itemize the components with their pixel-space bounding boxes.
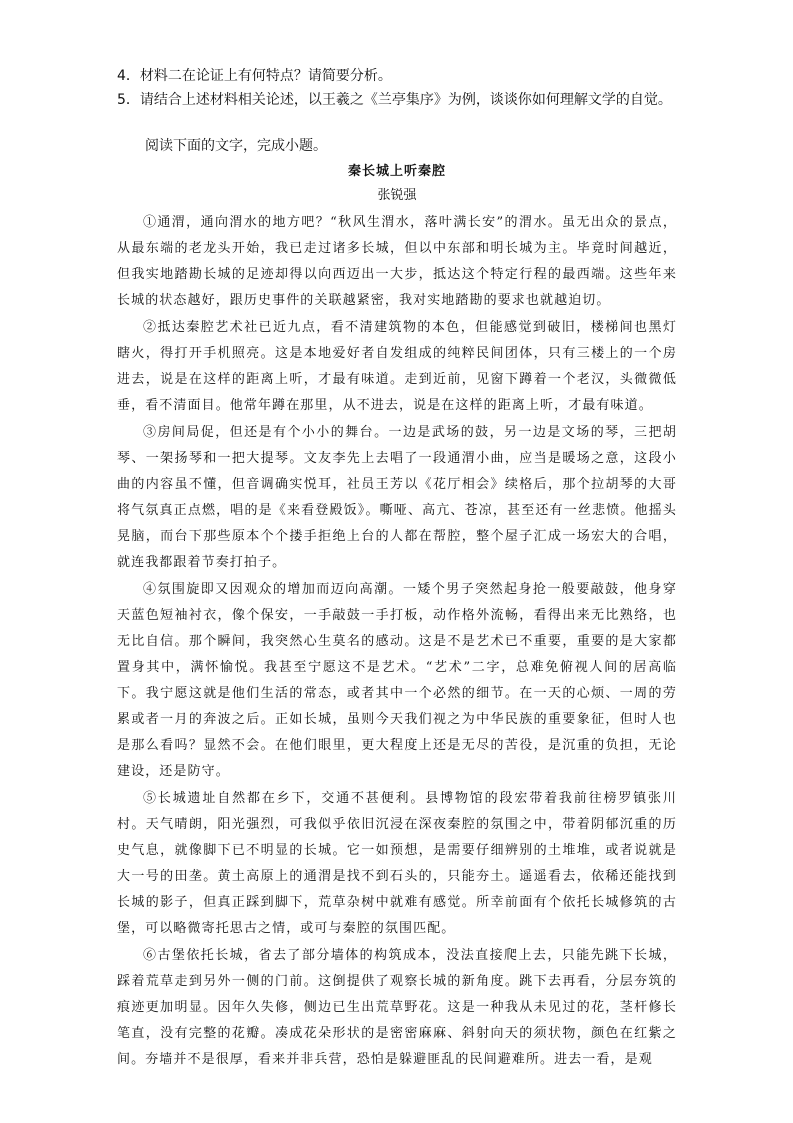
article-paragraph-5: ⑤长城遗址自然都在乡下，交通不甚便利。县博物馆的段宏带着我前往榜罗镇张川村。天气晴朗，阳光强烈，可我似乎依旧沉浸在深夜秦腔的氛围之中，带着阴郁沉重的历史气息，就像脚下已不明显的长城。它一如预想，是需要仔细辨别的土堆堆，或者说就是大一号的田垄。黄土高原上的通渭是找不到石头的，只能夯土。遥遥看去，依稀还能找到长城的影子，但真正踩到脚下，荒草杂树中就难有感觉。所幸前面有个依托长城修筑的古堡，可以略微寄托思古之情，或可与秦腔的氛围匹配。: [117, 791, 677, 936]
question-5: 5．请结合上述材料相关论述，以王羲之《兰亭集序》为例，谈谈你如何理解文学的自觉。: [117, 92, 672, 108]
reading-instruction: 阅读下面的文字，完成小题。: [145, 138, 327, 154]
article-paragraph-1: ①通渭，通向渭水的地方吧？“秋风生渭水，落叶满长安”的渭水。虽无出众的景点，从最东端的老龙头开始，我已走过诸多长城，但以中东部和明长城为主。毕竟时间越近，但我实地踏勘长城的足迹却得以向西迈出一大步，抵达这个特定行程的最西端。这些年来长城的状态越好，跟历史事件的关联越紧密，我对实地踏勘的要求也就越迫切。: [117, 215, 677, 308]
article-paragraph-4: ④氛围旋即又因观众的增加而迈向高潮。一矮个男子突然起身抢一般要敲鼓，他身穿天蓝色短袖衬衣，像个保安，一手敲鼓一手打板，动作格外流畅，看得出来无比熟络，也无比自信。那个瞬间，我突然心生莫名的感动。这是不是艺术已不重要，重要的是大家都置身其中，满怀愉悦。我甚至宁愿这不是艺术。“艺术”二字，总难免俯视人间的居高临下。我宁愿这就是他们生活的常态，或者其中一个必然的细节。在一天的心烦、一周的劳累或者一月的奔波之后。正如长城，虽则今天我们视之为中华民族的重要象征，但时人也是那么看吗？显然不会。在他们眼里，更大程度上还是无尽的苦役，是沉重的负担，无论建设，还是防守。: [117, 582, 677, 779]
article-paragraph-6: ⑥古堡依托长城，省去了部分墙体的构筑成本，没法直接爬上去，只能先跳下长城，踩着荒草走到另外一侧的门前。这倒提供了观察长城的新角度。跳下去再看，分层夯筑的痕迹更加明显。因年久失修，侧边已生出荒草野花。这是一种我从未见过的花，茎杆修长笔直，没有完整的花瓣。凑成花朵形状的是密密麻麻、斜射向天的须状物，颜色在红紫之间。夯墙并不是很厚，看来并非兵营，恐怕是躲避匪乱的民间避难所。进去一看，是观: [117, 948, 677, 1067]
article-paragraph-2: ②抵达秦腔艺术社已近九点，看不清建筑物的本色，但能感觉到破旧，楼梯间也黑灯瞎火，得打开手机照亮。这是本地爱好者自发组成的纯粹民间团体，只有三楼上的一个房进去，说是在这样的距离上听，才最有味道。走到近前，见窗下蹲着一个老汉，头微微低垂，看不清面目。他常年蹲在那里，从不进去，说是在这样的距离上听，才最有味道。: [117, 320, 677, 413]
article-author: 张锐强: [377, 188, 417, 203]
article-title: 秦长城上听秦腔: [347, 164, 446, 179]
question-4: 4．材料二在论证上有何特点？请简要分析。: [117, 68, 392, 84]
article-paragraph-3: ③房间局促，但还是有个小小的舞台。一边是武场的鼓，另一边是文场的琴，三把胡琴、一架扬琴和一把大提琴。文友李先上去唱了一段通渭小曲，应当是暖场之意，这段小曲的内容虽不懂，但音调确实悦耳，社员王芳以《花厅相会》续格后，那个拉胡琴的大哥将气氛真正点燃，唱的是《来看登殿饭》。嘶哑、高亢、苍凉，甚至还有一丝悲愤。他摇头晃脑，而台下那些原本个个搂手拒绝上台的人都在帮腔，整个屋子汇成一场宏大的合唱，就连我都跟着节奏打拍子。: [117, 425, 677, 570]
article-body: [117, 210, 677, 1074]
